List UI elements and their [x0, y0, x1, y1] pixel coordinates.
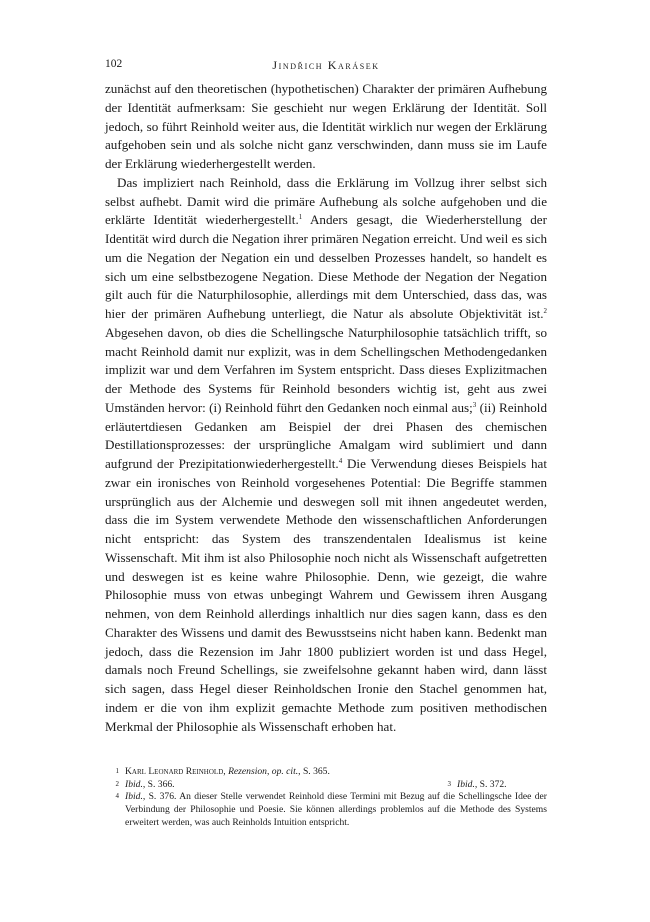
- footnote-3: 3 Ibid., S. 372.: [437, 779, 547, 792]
- footnote-reference: 2: [543, 307, 547, 315]
- paragraph: [105, 80, 547, 174]
- text-segment: zunächst auf den theoretischen (hypothetischen) Charakter der primären Aufhebung der Identität aufmerksam: Sie geschieht nur wegen Erklärung der Identität. Soll jedoch, so führt Reinhold weiter aus, die Identität wirklich nur wegen der Erklärung aufgehoben sein und als solche nicht ganz verschwinden, dann muss sie im Laufe der Erklärung wiederhergestellt werden.: [105, 81, 547, 171]
- footnote-number: 3: [447, 779, 451, 788]
- footnote-author: Karl Leonard Reinhold: [125, 766, 224, 778]
- text-segment: Das impliziert nach Reinhold, dass die Erklärung im Vollzug ihrer selbst sich selbst aufhebt. Damit wird die primäre Aufhebung als solche aufgehoben und die erklärte Identität wiederhergestellt.: [105, 174, 547, 228]
- text-segment: Die Verwendung dieses Beispiels hat zwar ein ironisches von Reinhold vorgesehenes Potential: Die Begriffe stammen ursprünglich aus der Alchemie und deswegen soll mit ihnen angedeutet werden, dass die im System verwendete Methode den wissenschaftlichen Anforderungen nicht entspricht: das System des transzendentalen Idealismus ist keine Wissenschaft. Mit ihm ist also Philosophie noch nicht als Wissenschaft aufgetretten und deswegen ist es keine wahre Philosophie. Denn, wie gezeigt, die wahre Philosophie muss von etwas unbegingt Wahrem und Gewissem ihren Ausgang nehmen, von dem Reinhold allerdings inhaltlich nur dies sagen kann, dass es den Charakter des Wissens und damit des Bewusstseins nicht haben kann. Bedenkt man jedoch, dass die Rezension im Jahr 1800 publiziert worden ist und dass Hegel, damals noch Freund Schellings, sie zweifelsohne gekannt haben wird, dann lässt sich sagen, dass Hegel dieser Reinholdschen Ironie den Stachel genommen hat, indem er die von ihm explizit gemachte Methode zum positiven methodischen Merkmal der Philosophie als Wissenschaft erhoben hat.: [105, 456, 548, 734]
- footnote-number: 4: [115, 792, 119, 801]
- footnote-separator: [105, 736, 547, 766]
- page-number: 102: [105, 58, 123, 70]
- footnote-opcit: op. cit.: [271, 766, 299, 778]
- footnote-2: 2 Ibid., S. 366.: [105, 779, 175, 792]
- footnotes: [105, 766, 547, 829]
- footnote-1: 1 Karl Leonard Reinhold, Rezension, op. cit., S. 365.: [105, 766, 547, 779]
- footnote-4: 4 Ibid., S. 376. An dieser Stelle verwendet Reinhold diese Termini mit Bezug auf die Schellingsche Idee der Verbindung der Philosophie und Poesie. Sie können allerdings problemlos auf die Methode des Systems erweitert werden, was auch Reinholds Intuition entspricht.: [105, 791, 547, 829]
- footnote-number: 1: [115, 767, 119, 776]
- page: [105, 58, 547, 829]
- footnote-row-2-3: [105, 779, 547, 792]
- paragraph: [105, 174, 547, 737]
- text-segment: Abgesehen davon, ob dies die Schellingsche Naturphilosophie tatsächlich trifft, so macht Reinhold damit nur explizit, was in dem Schellingschen Methodengedanken implizit war und dem Verfahren im System entspricht. Dass dieses Explizitmachen der Methode des Systems für Reinhold besonders wichtig ist, geht aus zwei Umständen hervor: (i) Reinhold führt den Gedanken noch einmal aus;: [105, 324, 547, 415]
- footnote-ibid: Ibid.: [457, 778, 475, 790]
- text-segment: Anders gesagt, die Wiederherstellung der Identität wird durch die Negation ihrer primären Negation erreicht. Und weil es sich um die Negation der Negation ein und desselben Prozesses handelt, so handelt es sich um eine selbstbezogene Negation. Diese Methode der Negation der Negation gilt auch für die Naturphilosophie, allerdings mit dem Unterschied, dass das, was hier der primären Aufhebung unterliegt, die Natur als absolute Objektivität ist.: [105, 212, 547, 321]
- footnote-ibid: Ibid.: [125, 778, 143, 790]
- footnote-reference: 3: [472, 400, 477, 409]
- body-text: [105, 80, 547, 736]
- footnote-reference: 4: [338, 457, 343, 465]
- running-head: Jindřich Karásek: [272, 58, 380, 72]
- footnote-number: 2: [115, 779, 119, 788]
- footnote-work-title: Rezension: [228, 766, 267, 778]
- text-segment: (ii) Reinhold erläutertdiesen Gedanken am Beispiel der drei Phasen des chemischen Destillationsprozesses: der ursprüngliche Amalgam wird sublimiert und dann aufgrund der Prezipitationwiederhergestellt.: [105, 399, 547, 471]
- footnote-ibid: Ibid.: [125, 791, 143, 803]
- footnote-reference: 1: [298, 213, 303, 222]
- page-header: [105, 58, 547, 80]
